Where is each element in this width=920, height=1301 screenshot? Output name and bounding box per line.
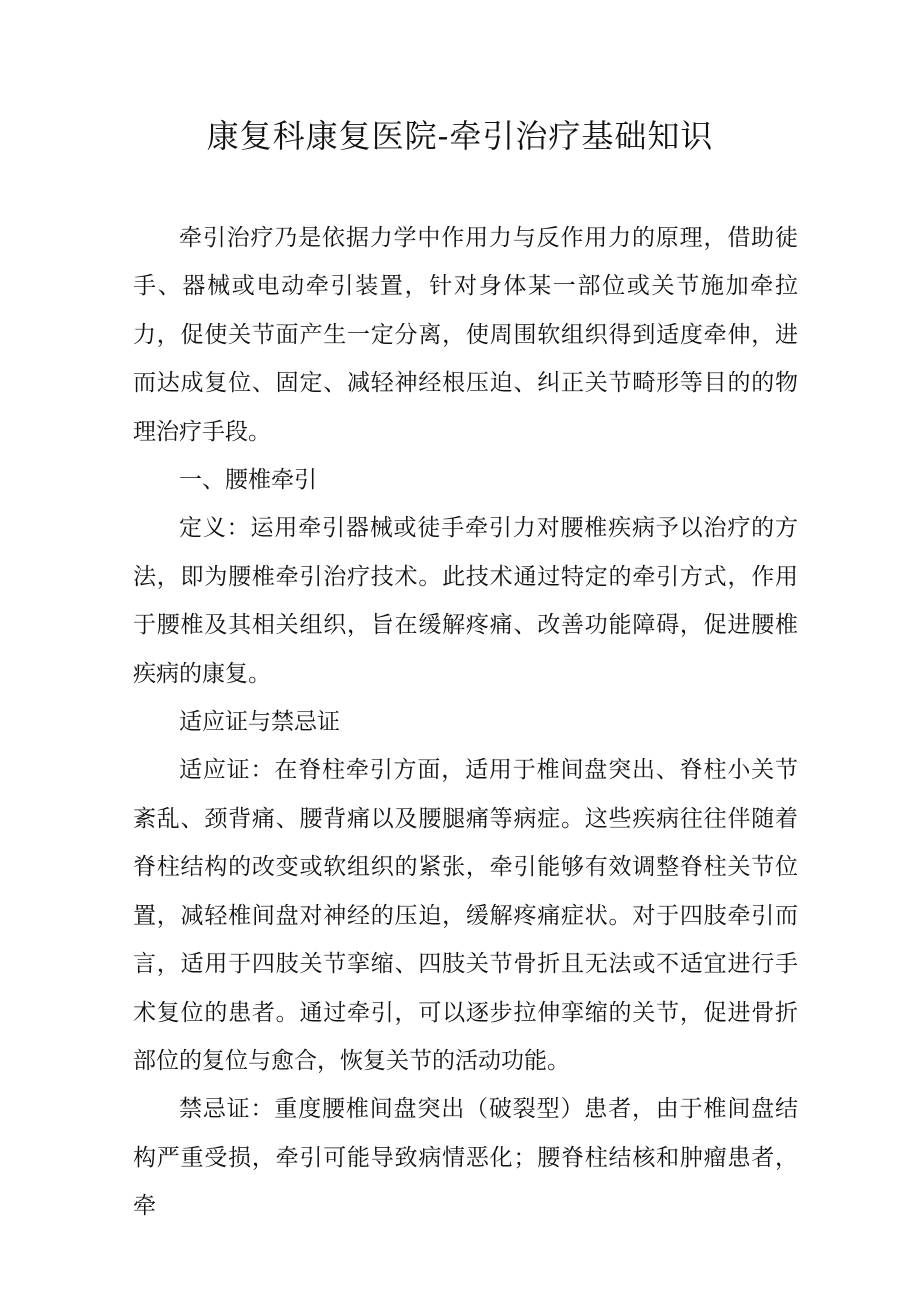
paragraph-indications: 适应证：在脊柱牵引方面，适用于椎间盘突出、脊柱小关节紊乱、颈背痛、腰背痛以及腰腿痛等病症。这些疾病往往伴随着脊柱结构的改变或软组织的紧张，牵引能够有效调整脊柱关节位置，减轻椎间盘对神经的压迫，缓解疼痛症状。对于四肢牵引而言，适用于四肢关节挛缩、四肢关节骨折且无法或不适宜进行手术复位的患者。通过牵引，可以逐步拉伸挛缩的关节，促进骨折部位的复位与愈合，恢复关节的活动功能。 (133, 757, 798, 1074)
subheading-indications-contraindications: 适应证与禁忌证 (179, 709, 340, 736)
document-title: 康复科康复医院-牵引治疗基础知识 (206, 117, 714, 155)
paragraph-contraindications: 禁忌证：重度腰椎间盘突出（破裂型）患者，由于椎间盘结构严重受损，牵引可能导致病情恶化；腰脊柱结核和肿瘤患者，牵 (133, 1096, 798, 1220)
section-heading-lumbar-traction: 一、腰椎牵引 (179, 467, 317, 494)
paragraph-definition: 定义：运用牵引器械或徒手牵引力对腰椎疾病予以治疗的方法，即为腰椎牵引治疗技术。此技术通过特定的牵引方式，作用于腰椎及其相关组织，旨在缓解疼痛、改善功能障碍，促进腰椎疾病的康复。 (133, 515, 798, 687)
document-body (133, 214, 798, 1231)
paragraph-intro: 牵引治疗乃是依据力学中作用力与反作用力的原理，借助徒手、器械或电动牵引装置，针对身体某一部位或关节施加牵拉力，促使关节面产生一定分离，使周围软组织得到适度牵伸，进而达成复位、固定、减轻神经根压迫、纠正关节畸形等目的的物理治疗手段。 (133, 225, 798, 445)
